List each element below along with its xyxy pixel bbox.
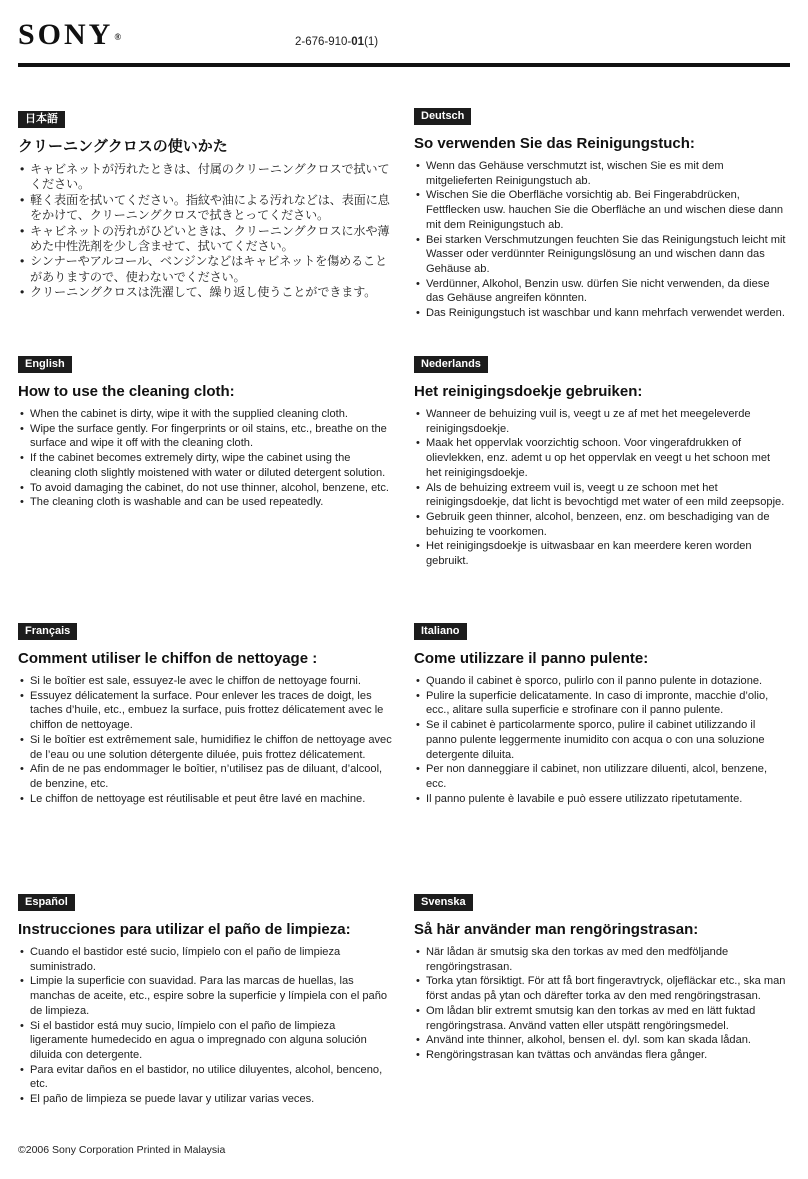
list-item: • Essuyez délicatement la surface. Pour enlever les traces de doigt, les taches d’huile, etc., embuez la surface, puis frottez délicatement avec le chiffon de nettoyage. (18, 689, 394, 733)
list-item: • Das Reinigungstuch ist waschbar und kann mehrfach verwendet werden. (414, 306, 788, 321)
section-japanese (18, 109, 394, 301)
list-item: • Wipe the surface gently. For fingerprints or oil stains, etc., breathe on the surface and wipe it off with the cleaning cloth. (18, 422, 394, 451)
list-item: • Wanneer de behuizing vuil is, veegt u ze af met het meegeleverde reinigingsdoekje. (414, 407, 788, 436)
section-english (18, 354, 394, 510)
section-heading: Instrucciones para utilizar el paño de limpieza: (18, 921, 351, 938)
language-tag: 日本語 (18, 111, 65, 128)
list-item: • To avoid damaging the cabinet, do not use thinner, alcohol, benzene, etc. (18, 481, 394, 496)
list-item: • Il panno pulente è lavabile e può essere utilizzato ripetutamente. (414, 792, 788, 807)
language-tag: Français (18, 623, 77, 640)
list-item: • クリーニングクロスは洗濯して、繰り返し使うことができます。 (18, 285, 394, 300)
list-item: • Si el bastidor está muy sucio, límpielo con el paño de limpieza ligeramente humedecido en agua o impregnado con alguna solución diluida con detergente. (18, 1019, 394, 1063)
section-heading: クリーニングクロスの使いかた (18, 138, 228, 155)
section-heading: Come utilizzare il panno pulente: (414, 650, 649, 667)
instruction-list (414, 159, 788, 321)
list-item: • Si le boîtier est sale, essuyez-le avec le chiffon de nettoyage fourni. (18, 674, 394, 689)
language-tag: Nederlands (414, 356, 488, 373)
list-item: • Använd inte thinner, alkohol, bensen el. dyl. som kan skada lådan. (414, 1033, 788, 1048)
list-item: • Si le boîtier est extrêmement sale, humidifiez le chiffon de nettoyage avec de l’eau ou une solution détergente diluée, puis frottez délicatement. (18, 733, 394, 762)
instruction-list (414, 674, 788, 806)
list-item: • キャビネットが汚れたときは、付属のクリーニングクロスで拭いてください。 (18, 162, 394, 193)
list-item: • Afin de ne pas endommager le boîtier, n’utilisez pas de diluant, d’alcool, de benzine, etc. (18, 762, 394, 791)
list-item: • キャビネットの汚れがひどいときは、クリーニングクロスに水や薄めた中性洗剤を少し含ませて、拭いてください。 (18, 224, 394, 255)
list-item: • El paño de limpieza se puede lavar y utilizar varias veces. (18, 1092, 394, 1107)
section-espanol (18, 892, 394, 1107)
section-heading: Het reinigingsdoekje gebruiken: (414, 383, 643, 400)
instruction-list (18, 674, 394, 806)
list-item: • När lådan är smutsig ska den torkas av med den medföljande rengöringstrasan. (414, 945, 788, 974)
language-tag: Italiano (414, 623, 467, 640)
section-italiano (414, 621, 788, 806)
list-item: • Pulire la superficie delicatamente. In caso di impronte, macchie d’olio, ecc., alitare sulla superficie e strofinare con il panno pulente. (414, 689, 788, 718)
list-item: • If the cabinet becomes extremely dirty, wipe the cabinet using the cleaning cloth slightly moistened with water or diluted detergent solution. (18, 451, 394, 480)
list-item: • Rengöringstrasan kan tvättas och användas flera gånger. (414, 1048, 788, 1063)
list-item: • Het reinigingsdoekje is uitwasbaar en kan meerdere keren worden gebruikt. (414, 539, 788, 568)
brand-name: SONY (18, 18, 114, 51)
language-tag: Español (18, 894, 75, 911)
instruction-list (18, 162, 394, 301)
list-item: • Bei starken Verschmutzungen feuchten Sie das Reinigungstuch leicht mit Wasser oder verdünnter Reinigungslösung an und wischen dann das Gehäuse ab. (414, 233, 788, 277)
section-svenska (414, 892, 788, 1063)
list-item: • Quando il cabinet è sporco, pulirlo con il panno pulente in dotazione. (414, 674, 788, 689)
section-nederlands (414, 354, 788, 569)
list-item: • Torka ytan försiktigt. För att få bort fingeravtryck, oljefläckar etc., ska man först andas på ytan och därefter torka av den med rengöringstrasan. (414, 974, 788, 1003)
sony-logo (18, 20, 121, 50)
instruction-list (414, 407, 788, 569)
section-heading: Så här använder man rengöringstrasan: (414, 921, 699, 938)
list-item: • Gebruik geen thinner, alcohol, benzeen, enz. om beschadiging van de behuizing te voorkomen. (414, 510, 788, 539)
section-heading: So verwenden Sie das Reinigungstuch: (414, 135, 695, 152)
list-item: • Wischen Sie die Oberfläche vorsichtig ab. Bei Fingerabdrücken, Fettflecken usw. hauchen Sie die Oberfläche an und wischen diese dann mit dem Reinigungstuch ab. (414, 188, 788, 232)
list-item: • シンナーやアルコール、ベンジンなどはキャビネットを傷めることがありますので、使わないでください。 (18, 254, 394, 285)
instruction-list (18, 407, 394, 510)
list-item: • Maak het oppervlak voorzichtig schoon. Voor vingerafdrukken of olievlekken, enz. ademt u op het oppervlak en veegt u het schoon met het reinigingsdoekje. (414, 436, 788, 480)
language-tag: Deutsch (414, 108, 471, 125)
header-rule (18, 63, 790, 67)
list-item: • Om lådan blir extremt smutsig kan den torkas av med en lätt fuktad rengöringstrasa. Använd vatten eller utspätt rengöringsmedel. (414, 1004, 788, 1033)
section-deutsch (414, 106, 788, 321)
list-item: • Le chiffon de nettoyage est réutilisable et peut être lavé en machine. (18, 792, 394, 807)
list-item: • Wenn das Gehäuse verschmutzt ist, wischen Sie es mit dem mitgelieferten Reinigungstuch ab. (414, 159, 788, 188)
section-francais (18, 621, 394, 806)
document-number: 2-676-910-01(1) (295, 36, 379, 48)
list-item: • Verdünner, Alkohol, Benzin usw. dürfen Sie nicht verwenden, da diese das Gehäuse angreifen könnten. (414, 277, 788, 306)
registered-mark: ® (114, 32, 122, 42)
list-item: • Se il cabinet è particolarmente sporco, pulire il cabinet utilizzando il panno pulente leggermente inumidito con acqua o con una soluzione detergente diluita. (414, 718, 788, 762)
list-item: • 軽く表面を拭いてください。指紋や油による汚れなどは、表面に息をかけて、クリーニングクロスで拭きとってください。 (18, 193, 394, 224)
copyright-footer: ©2006 Sony Corporation Printed in Malaysia (18, 1144, 226, 1156)
list-item: • Cuando el bastidor esté sucio, límpielo con el paño de limpieza suministrado. (18, 945, 394, 974)
list-item: • Per non danneggiare il cabinet, non utilizzare diluenti, alcol, benzene, ecc. (414, 762, 788, 791)
list-item: • Para evitar daños en el bastidor, no utilice diluyentes, alcohol, benceno, etc. (18, 1063, 394, 1092)
list-item: • The cleaning cloth is washable and can be used repeatedly. (18, 495, 394, 510)
list-item: • Limpie la superficie con suavidad. Para las marcas de huellas, las manchas de aceite, etc., espire sobre la superficie y límpiela con el paño de limpieza. (18, 974, 394, 1018)
section-heading: How to use the cleaning cloth: (18, 383, 235, 400)
language-tag: English (18, 356, 72, 373)
section-heading: Comment utiliser le chiffon de nettoyage : (18, 650, 318, 667)
instruction-list (414, 945, 788, 1063)
language-tag: Svenska (414, 894, 473, 911)
instruction-list (18, 945, 394, 1107)
list-item: • When the cabinet is dirty, wipe it with the supplied cleaning cloth. (18, 407, 394, 422)
list-item: • Als de behuizing extreem vuil is, veegt u ze schoon met het reinigingsdoekje, dat licht is bevochtigd met water of een mild zeepsopje. (414, 481, 788, 510)
